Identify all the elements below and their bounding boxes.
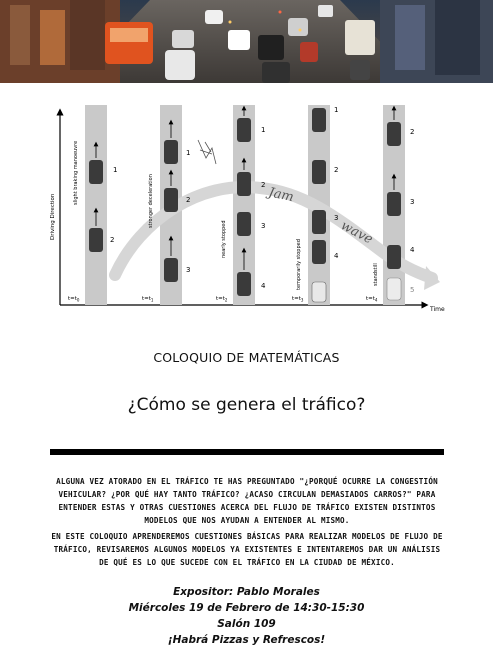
car-number: 3 (186, 266, 191, 274)
paragraph-intro: ALGUNA VEZ ATORADO EN EL TRÁFICO TE HAS PREGUNTADO "¿PORQUÉ OCURRE LA CONGESTIÓN VEHICULAR? ¿POR QUÉ HAY TANTO TRÁFICO? ¿ACASO CIRCULAN DEMASIADOS CARROS?" PARA ENTENDER ESTAS Y OTRAS CUESTIONES ACERCA DEL FLUJO DE TRÁFICO EXISTEN DISTINTOS MODELOS QUE NOS AYUDAN A ENTENDER AL MISMO. (56, 477, 438, 525)
lane-caption: slight braking manoeuvre (73, 140, 79, 205)
car-number: 2 (261, 181, 266, 189)
lane-caption: nearly stopped (221, 220, 227, 258)
car (312, 210, 326, 234)
car (312, 240, 326, 264)
car (164, 188, 178, 212)
car-number: 3 (261, 222, 266, 230)
car (89, 228, 103, 252)
car (387, 278, 401, 300)
car-number: 2 (410, 128, 415, 136)
car (164, 140, 178, 164)
car (237, 212, 251, 236)
time-label: $t=t_1$ (142, 296, 154, 303)
event-title: ¿Cómo se genera el tráfico? (127, 395, 366, 415)
car (387, 192, 401, 216)
paragraph-description: EN ESTE COLOQUIO APRENDEREMOS CUESTIONES BÁSICAS PARA REALIZAR MODELOS DE FLUJO DE TRÁFICO, REVISAREMOS ALGUNOS MODELOS YA EXISTENTES E INTENTAREMOS DAR UN ANÁLISIS DE QUÉ ES LO QUE SUCEDE CON EL TRÁFICO EN LA CIUDAD DE MÉXICO. (51, 532, 443, 567)
car-number: 4 (261, 282, 266, 290)
car-number: 3 (410, 198, 415, 206)
car (312, 282, 326, 302)
car (387, 122, 401, 146)
lane-caption: temporarily stopped (296, 239, 302, 290)
y-axis-label: Driving Direction (50, 193, 56, 240)
time-label: $t=t_0$ (68, 296, 80, 303)
speaker-line: Expositor: Pablo Morales (173, 586, 320, 598)
lane-0 (85, 105, 107, 305)
time-label: $t=t_4$ (366, 296, 378, 303)
divider-rule (50, 449, 444, 455)
traffic-photo (0, 0, 493, 83)
time-label: $t=t_3$ (292, 296, 304, 303)
car (312, 108, 326, 132)
lane-caption: stronger deceleration (148, 174, 154, 228)
car-number: 4 (410, 246, 415, 254)
car-number: 4 (334, 252, 339, 260)
car (237, 272, 251, 296)
car (164, 258, 178, 282)
room-line: Salón 109 (217, 618, 276, 630)
car-number: 1 (334, 106, 339, 114)
x-axis-label: Time (430, 306, 445, 313)
wave-label-wave: wave (338, 218, 376, 248)
car-number: 2 (186, 196, 191, 204)
event-series: COLOQUIO DE MATEMÁTICAS (153, 350, 340, 365)
jam-wave-diagram (40, 100, 452, 320)
car (237, 118, 251, 142)
car-number: 3 (334, 214, 339, 222)
car-number: 1 (113, 166, 118, 174)
car-number: 1 (261, 126, 266, 134)
car (237, 172, 251, 196)
car-number: 2 (334, 166, 339, 174)
car-number: 5 (410, 286, 415, 294)
car (89, 160, 103, 184)
jam-wave-svg (40, 100, 452, 320)
extra-line: ¡Habrá Pizzas y Refrescos! (167, 634, 326, 646)
car-number: 1 (186, 149, 191, 157)
lane-caption: standstill (373, 263, 379, 286)
traffic-photo-banner (0, 0, 493, 83)
wave-label-jam: Jam (267, 185, 296, 206)
time-label: $t=t_2$ (216, 296, 228, 303)
sketch-figure-icon (198, 140, 216, 164)
car (312, 160, 326, 184)
car-number: 2 (110, 236, 115, 244)
date-line: Miércoles 19 de Febrero de 14:30-15:30 (128, 602, 365, 614)
car (387, 245, 401, 269)
